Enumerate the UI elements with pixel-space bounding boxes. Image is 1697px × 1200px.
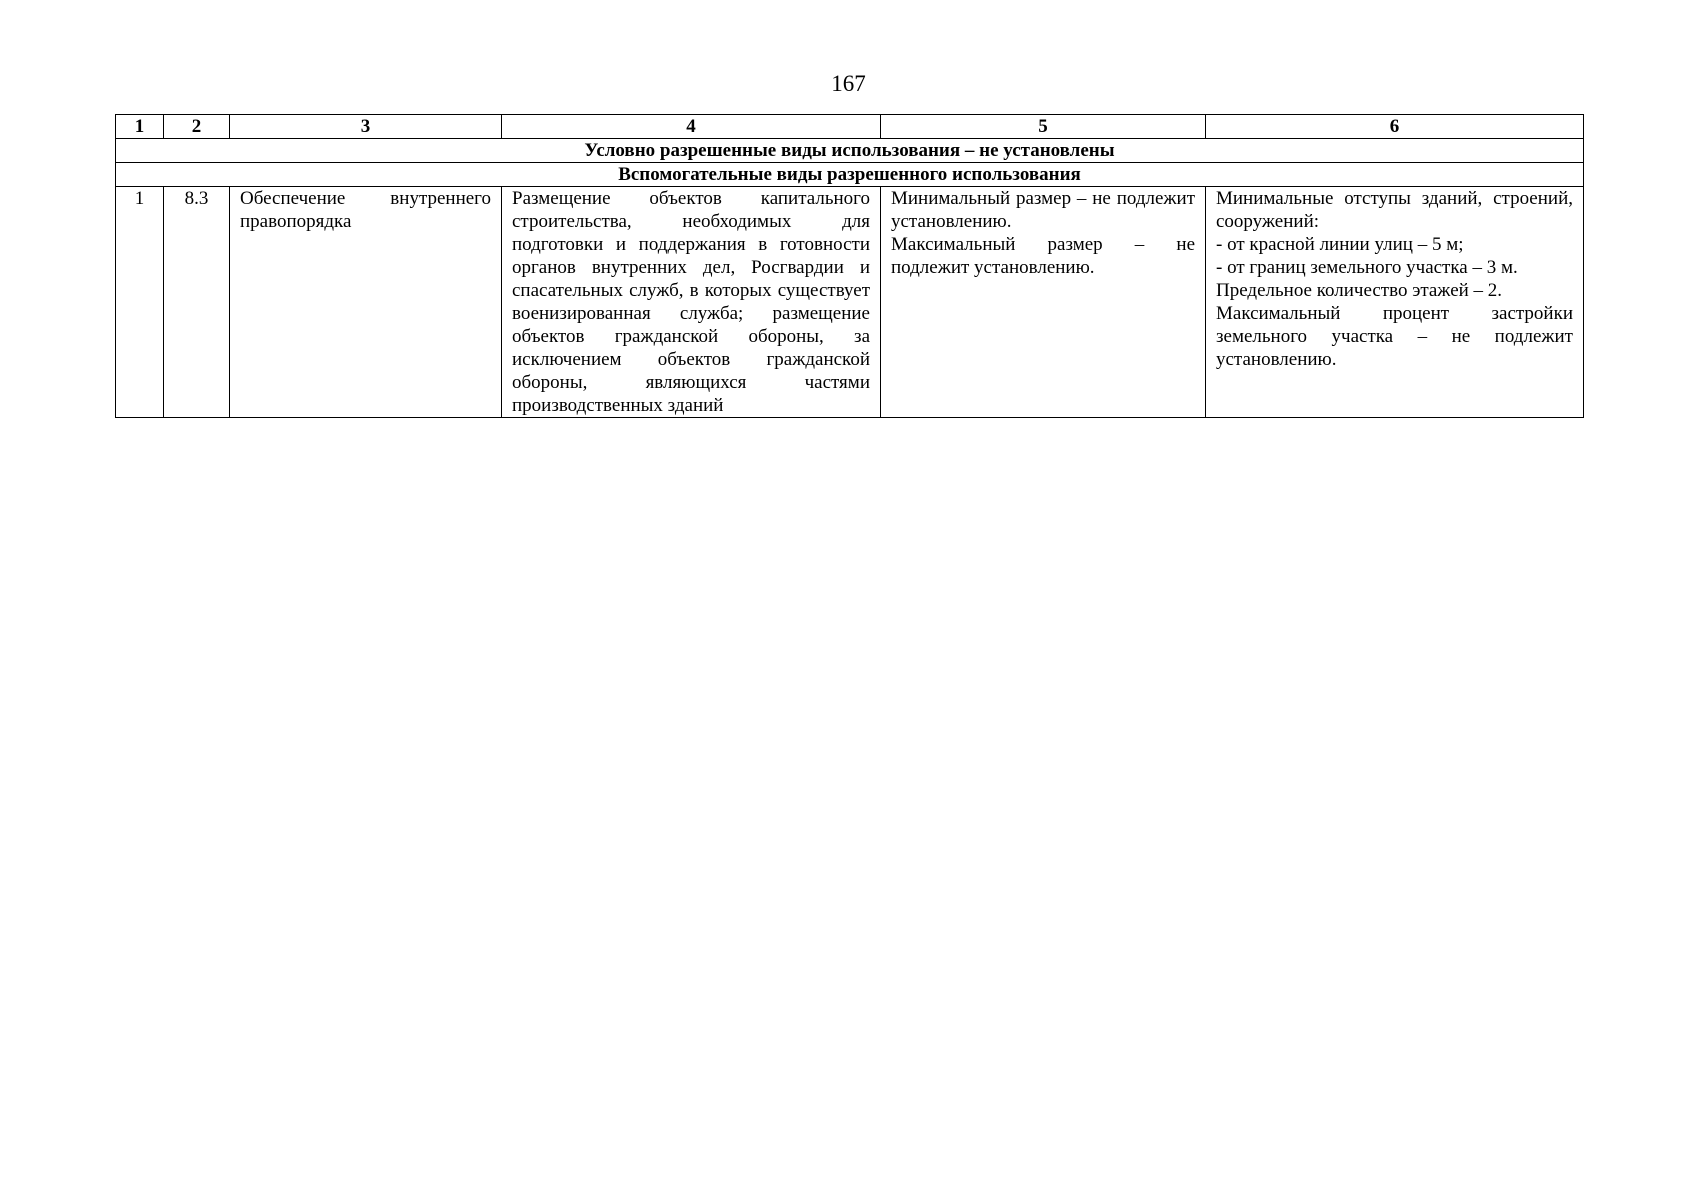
use-code: 8.3	[164, 187, 230, 418]
use-description: Размещение объектов капитального строительства, необходимых для подготовки и поддержания в готовности органов внутренних дел, Росгвардии и спасательных служб, в которых существует военизированная служба; размещение объектов гражданской обороны, за исключением объектов гражданской обороны, являющихся частями производственных зданий	[502, 187, 881, 418]
param-plot-border: - от границ земельного участка – 3 м.	[1216, 257, 1518, 278]
header-cell: 2	[164, 115, 230, 139]
use-name: Обеспечение внутреннего правопорядка	[230, 187, 502, 418]
row-number: 1	[116, 187, 164, 418]
section-title-auxiliary: Вспомогательные виды разрешенного использования	[116, 163, 1584, 187]
param-red-line: - от красной линии улиц – 5 м;	[1216, 234, 1464, 255]
plot-size-max: Максимальный размер – не подлежит установлению.	[891, 234, 1195, 278]
plot-size-min: Минимальный размер – не подлежит установлению.	[891, 188, 1195, 232]
section-row	[116, 163, 1584, 187]
plot-size-cell	[881, 187, 1206, 418]
parameters-cell	[1206, 187, 1584, 418]
param-setbacks-title: Минимальные отступы зданий, строений, сооружений:	[1216, 188, 1573, 232]
table-row	[116, 187, 1584, 418]
header-cell: 3	[230, 115, 502, 139]
page-number: 167	[831, 71, 866, 96]
header-cell: 5	[881, 115, 1206, 139]
table-header-row	[116, 115, 1584, 139]
param-coverage: Максимальный процент застройки земельного участка – не подлежит установлению.	[1216, 303, 1573, 370]
header-cell: 6	[1206, 115, 1584, 139]
section-title-conditional: Условно разрешенные виды использования – не установлены	[116, 139, 1584, 163]
header-cell: 1	[116, 115, 164, 139]
param-floors: Предельное количество этажей – 2.	[1216, 280, 1503, 301]
header-cell: 4	[502, 115, 881, 139]
section-row	[116, 139, 1584, 163]
zoning-table	[115, 114, 1584, 418]
